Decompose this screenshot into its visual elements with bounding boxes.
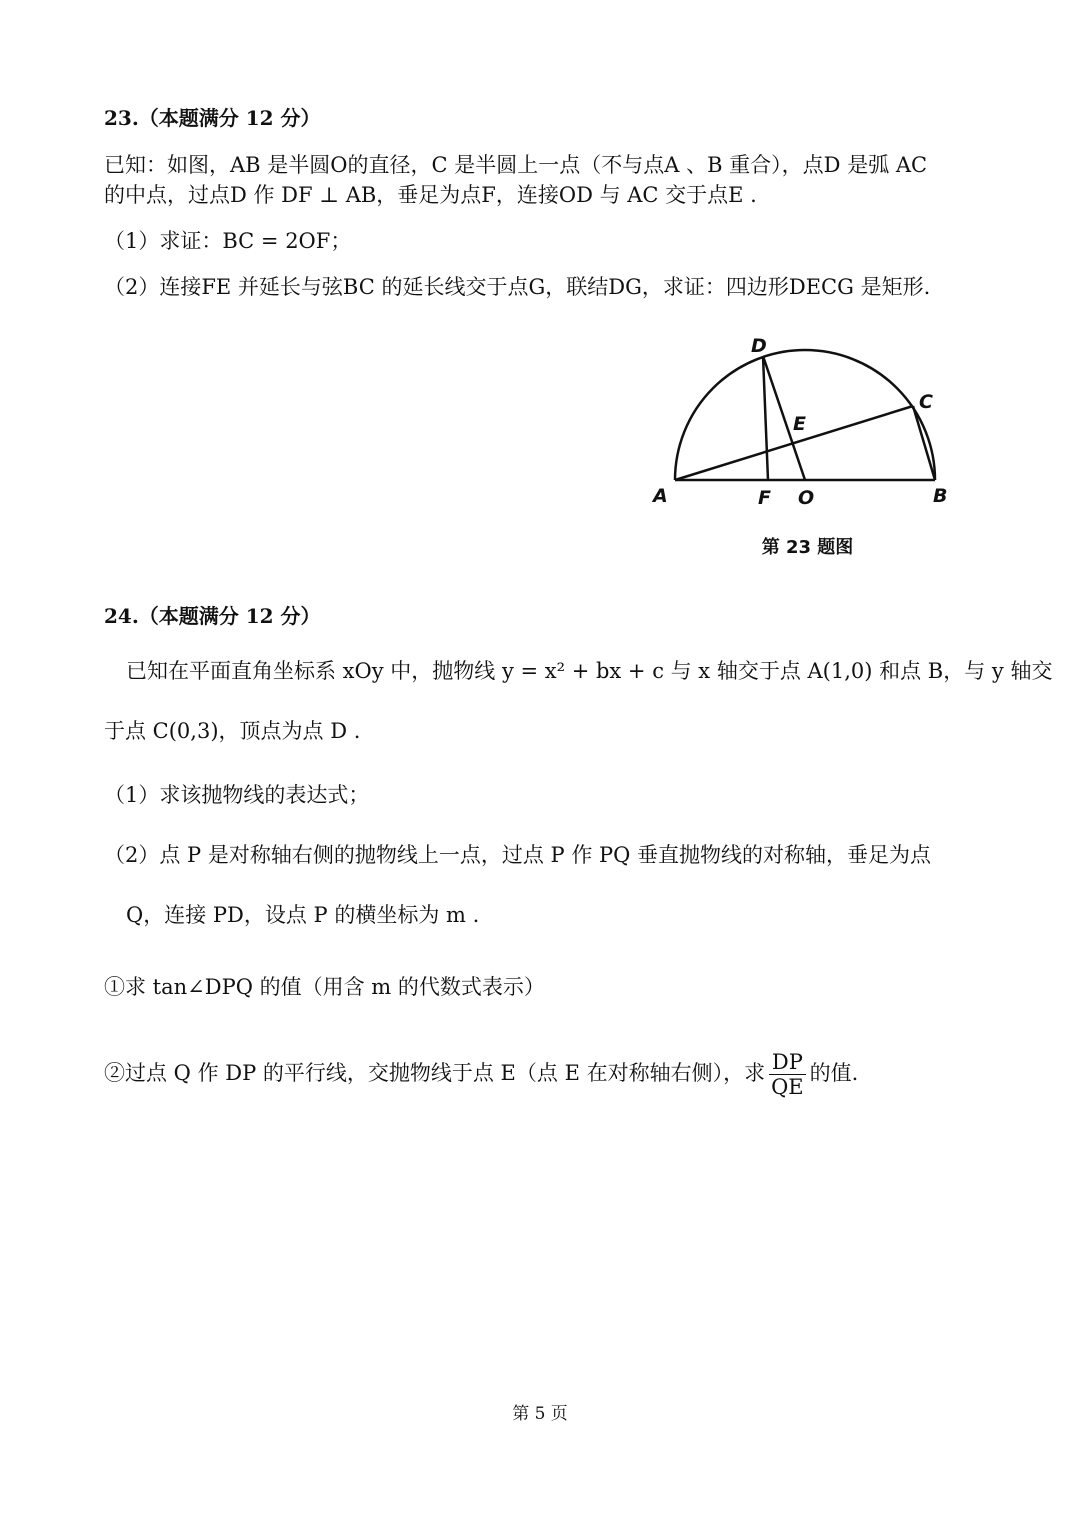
page-number: 第 5 页: [512, 1404, 568, 1424]
figure-caption: 第 23 题图: [761, 537, 854, 558]
q23-heading: 23.（本题满分 12 分）: [104, 106, 321, 130]
semicircle-diagram: [645, 330, 970, 530]
label-o: O: [798, 487, 815, 509]
label-f: F: [758, 487, 771, 509]
label-b: B: [933, 485, 948, 507]
q24-part2-line2: Q，连接 PD，设点 P 的横坐标为 m .: [126, 903, 480, 927]
fraction-numerator: DP: [769, 1050, 806, 1075]
label-a: A: [653, 485, 668, 507]
chord-bc: [913, 406, 935, 480]
q24-sub2: [104, 1050, 858, 1099]
q24-heading: 24.（本题满分 12 分）: [104, 604, 321, 628]
segment-df: [763, 356, 768, 480]
q23-stem-line2: 的中点，过点D 作 DF ⊥ AB，垂足为点F，连接OD 与 AC 交于点E .: [104, 183, 757, 207]
label-d: D: [751, 335, 767, 357]
q24-sub2-text: ②过点 Q 作 DP 的平行线，交抛物线于点 E（点 E 在对称轴右侧），求: [104, 1061, 766, 1086]
fraction-dp-qe: [769, 1050, 806, 1099]
q23-stem-line1: 已知：如图，AB 是半圆O的直径，C 是半圆上一点（不与点A 、B 重合），点D 是弧 AC: [104, 153, 928, 177]
q23-part2: （2）连接FE 并延长与弦BC 的延长线交于点G，联结DG，求证：四边形DECG 是矩形.: [104, 275, 931, 299]
label-c: C: [919, 391, 933, 413]
q24-part2-line1: （2）点 P 是对称轴右侧的抛物线上一点，过点 P 作 PQ 垂直抛物线的对称轴，垂足为点: [104, 843, 932, 867]
q24-stem-line2: 于点 C(0,3)，顶点为点 D .: [104, 719, 361, 743]
q23-part1: （1）求证：BC = 2OF；: [104, 229, 352, 253]
q24-stem-line1: 已知在平面直角坐标系 xOy 中，抛物线 y = x² + bx + c 与 x 轴交于点 A(1,0) 和点 B，与 y 轴交: [126, 659, 1053, 683]
q23-figure: [645, 330, 970, 570]
q24-sub1: ①求 tan∠DPQ 的值（用含 m 的代数式表示）: [104, 975, 545, 999]
fraction-denominator: QE: [771, 1075, 804, 1100]
label-e: E: [793, 413, 806, 435]
q24-sub2-tail: 的值.: [809, 1061, 859, 1086]
q24-part1: （1）求该抛物线的表达式；: [104, 783, 370, 807]
